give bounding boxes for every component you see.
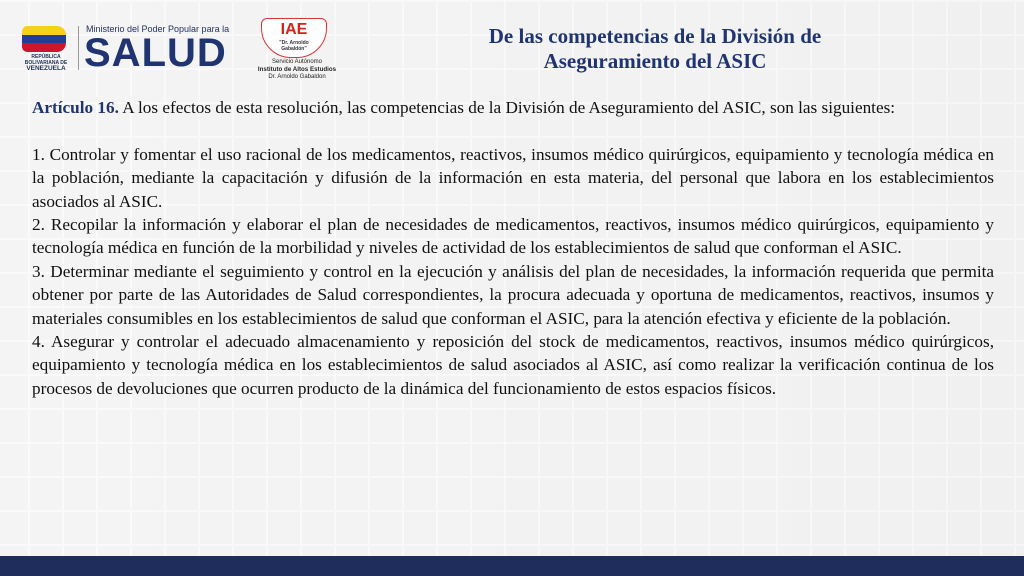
article-label: Artículo 16. (32, 98, 119, 117)
article-body (32, 96, 994, 400)
logo-divider (78, 26, 79, 70)
iae-caption (253, 59, 341, 81)
salud-wordmark: SALUD (84, 31, 227, 75)
flag-caption-line1: REPÚBLICA BOLIVARIANA DE (24, 54, 68, 66)
list-item: 3. Determinar mediante el seguimiento y control en la ejecución y análisis del plan de necesidades, la información requerida que permita obtener por parte de las Autoridades de Salud correspondientes, la procura adecuada y oportuna de medicamentos, reactivos, insumos y materiales consumibles en los establecimientos de salud que conforman el ASIC, para la atención efectiva y eficiente de la población. (32, 261, 994, 328)
iae-caption-line3: Dr. Arnoldo Gabaldon (268, 74, 326, 80)
venezuela-flag-icon (22, 26, 66, 52)
article-intro (32, 96, 994, 119)
flag-caption (20, 54, 72, 72)
list-item: 4. Asegurar y controlar el adecuado almacenamiento y reposición del stock de medicamentos, reactivos, insumos médico quirúrgicos, equipamiento y tecnología médica en los establecimientos de salud asociados al ASIC, así como realizar la verificación continua de los procesos de devoluciones que ocurren producto de la dinámica del funcionamiento de estos espacios físicos. (32, 332, 994, 398)
slide-title (385, 24, 925, 74)
iae-badge-name (262, 40, 326, 52)
iae-badge-name-line1: "Dr. Arnoldo (279, 40, 309, 46)
flag-caption-line2: VENEZUELA (26, 65, 66, 72)
iae-caption-line1: Servicio Autónomo (271, 59, 323, 65)
iae-badge (261, 18, 327, 58)
iae-logo (253, 18, 345, 90)
slide-title-line2: Aseguramiento del ASIC (543, 49, 767, 73)
iae-wordmark: IAE (280, 21, 308, 38)
slide-header (0, 0, 1024, 92)
footer-bar (0, 556, 1024, 576)
article-intro-text: A los efectos de esta resolución, las competencias de la División de Aseguramiento del ASIC, son las siguientes: (118, 98, 896, 117)
iae-badge-name-line2: Gabaldón" (281, 46, 307, 52)
list-item: 2. Recopilar la información y elaborar el plan de necesidades de medicamentos, reactivos, insumos médico quirúrgicos, equipamiento y tecnología médica en función de la morbilidad y niveles de actividad de los establecimientos de salud que conforman el ASIC. (32, 215, 994, 258)
slide-title-line1: De las competencias de la División de (488, 24, 822, 48)
list-item: 1. Controlar y fomentar el uso racional de los medicamentos, reactivos, insumos médico quirúrgicos, equipamiento y tecnología médica en la población, mediante la capacitación y difusión de la información en esta materia, del personal que labora en los establecimientos asociados al ASIC. (32, 144, 994, 211)
iae-caption-line2: Instituto de Altos Estudios (257, 66, 337, 73)
paragraph-gap (32, 119, 994, 142)
ministry-logo (20, 22, 235, 77)
ministry-line: Ministerio del Poder Popular para la (86, 24, 230, 34)
